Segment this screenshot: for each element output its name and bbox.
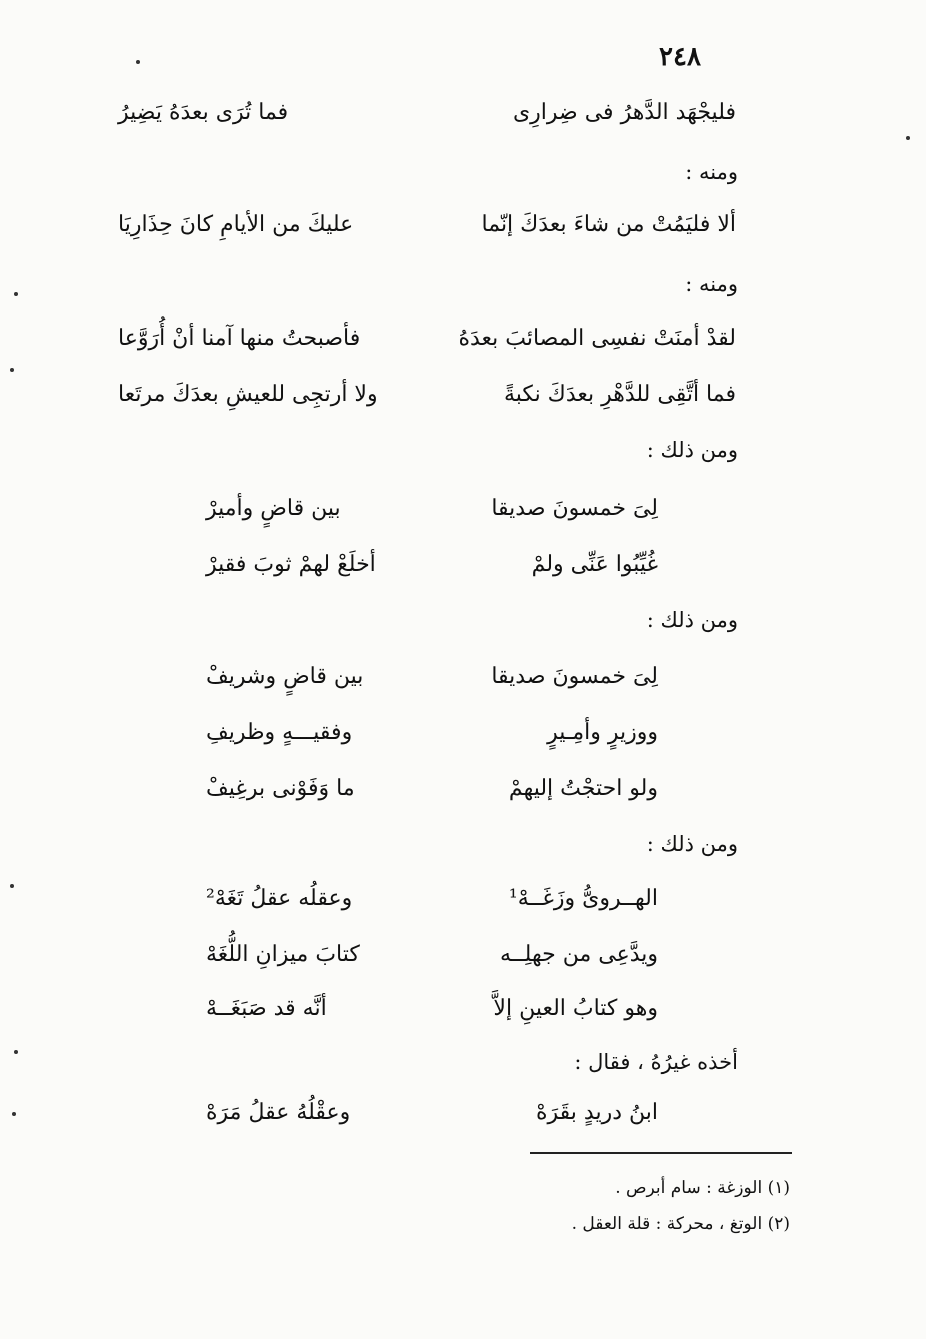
- page-number: ٢٤٨: [659, 42, 701, 72]
- verse-second-hemistich: ما وَفَوْنى برغِيفْ: [206, 776, 355, 801]
- speck: [14, 292, 18, 296]
- verse-second-hemistich: عليكَ من الأيامِ كانَ حِذَارِيَا: [118, 212, 354, 237]
- speck: [10, 368, 14, 372]
- speck: [10, 884, 14, 888]
- section-label: ومنه :: [685, 160, 738, 184]
- verse-first-hemistich: ولو احتجْتُ إليهمْ: [508, 776, 658, 801]
- verse-second-hemistich: وعقْلُهُ عقلُ مَرَهْ: [206, 1100, 351, 1125]
- verse-second-hemistich: وعقلُه عقلُ تَغَهْ²: [206, 886, 353, 911]
- footnote-rule: [530, 1152, 792, 1154]
- verse-first-hemistich: ألا فليَمُتْ من شاءَ بعدَكَ إنّما: [481, 212, 736, 237]
- verse-second-hemistich: بين قاضٍ وشريفْ: [206, 664, 364, 689]
- section-label: ومن ذلك :: [646, 608, 738, 632]
- verse-second-hemistich: بين قاضٍ وأميرْ: [206, 496, 341, 521]
- verse-first-hemistich: وهو كتابُ العينِ إلاَّ: [493, 996, 658, 1021]
- speck: [12, 1112, 16, 1116]
- section-label: أخذه غيرُهُ ، فقال :: [574, 1050, 738, 1074]
- verse-second-hemistich: أخلَعْ لهمْ ثوبَ فقيرْ: [206, 552, 376, 577]
- verse-first-hemistich: ووزيرٍ وأمِـيرٍ: [547, 720, 658, 745]
- footnote-2: (٢) الوتغ ، محركة : قلة العقل .: [571, 1214, 790, 1234]
- footnote-1: (١) الوزغة : سام أبرص .: [615, 1178, 790, 1198]
- speck: [906, 136, 910, 140]
- verse-second-hemistich: ولا أرتجِى للعيشِ بعدَكَ مرتَعا: [118, 382, 378, 407]
- section-label: ومنه :: [685, 272, 738, 296]
- section-label: ومن ذلك :: [646, 438, 738, 462]
- verse-second-hemistich: أنَّه قد صَبَغَــهْ: [206, 996, 327, 1021]
- verse-first-hemistich: الهــروىُّ وزَغَــهْ¹: [508, 886, 658, 911]
- verse-first-hemistich: فليجْهَد الدَّهرُ فى ضِرارِى: [512, 100, 736, 125]
- speck: [14, 1050, 18, 1054]
- verse-first-hemistich: ويدَّعِى من جهلِــه: [500, 942, 658, 967]
- verse-first-hemistich: ابنُ دريدٍ بقَرَهْ: [536, 1100, 658, 1125]
- verse-second-hemistich: فما تُرَى بعدَهُ يَضِيرُ: [118, 100, 289, 125]
- verse-first-hemistich: غُيِّبُوا عَنِّى ولمْ: [531, 552, 658, 577]
- verse-first-hemistich: لِىَ خمسونَ صديقا: [491, 664, 658, 689]
- verse-second-hemistich: فأصبحتُ منها آمنا أنْ أُرَوَّعا: [118, 326, 361, 351]
- verse-second-hemistich: كتابَ ميزانِ اللُّغَهْ: [206, 942, 360, 967]
- verse-first-hemistich: لِىَ خمسونَ صديقا: [491, 496, 658, 521]
- verse-first-hemistich: فما أتَّقِى للدَّهْرِ بعدَكَ نكبةً: [503, 382, 736, 407]
- section-label: ومن ذلك :: [646, 832, 738, 856]
- verse-first-hemistich: لقدْ أمنَتْ نفسِى المصائبَ بعدَهُ: [458, 326, 736, 351]
- verse-second-hemistich: وفقيـــهٍ وظريفِ: [206, 720, 353, 745]
- speck: [136, 60, 140, 64]
